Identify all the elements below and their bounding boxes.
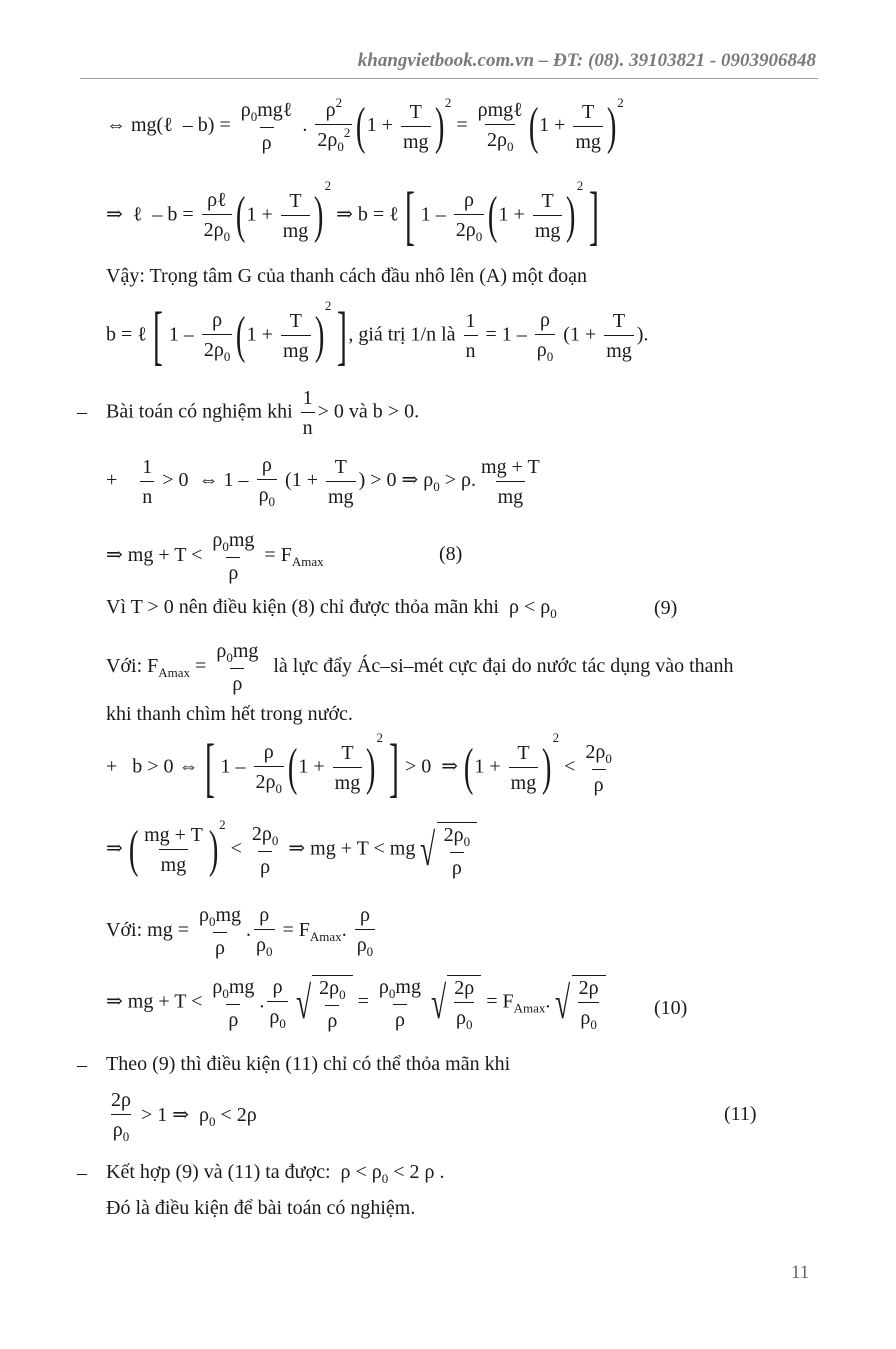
text-do-la: Đó là điều kiện để bài toán có nghiệm.: [106, 1197, 416, 1219]
label-eq10: (10): [654, 997, 688, 1019]
text-luc-day: là lực đẩy Ác–si–mét cực đại do nước tác dụng vào thanh: [273, 655, 734, 678]
text-vi-t: Vì T > 0 nên điều kiện (8) chỉ được thỏa mãn khi: [106, 596, 499, 618]
line-bai-toan: Bài toán có nghiệm khi $\frac{1}{n}$ > 0 và b > 0.: [106, 387, 420, 439]
text-voi-f: Với: F: [106, 655, 159, 678]
bullet-dash-1: –: [77, 401, 87, 423]
equation-line-1: ⇔ mg(ℓ – b) = $\frac{\rho_0mg\ell}{\rho}$ . $\frac{\rho^2}{2\rho_0^2}$ (1 + $\frac{T}{mg}$ )$^2$ = $\frac{\text{ρmgℓ}}{2\rho_0}$ (1 + $\frac{T}{mg}$ )$^2$: [106, 95, 624, 155]
text-theo: Theo (9) thì điều kiện (11) chỉ có thể thỏa mãn khi: [106, 1053, 511, 1075]
equation-line-8: ⇒ mg + T < $\frac{\rho_0mg}{\rho}$ = $F_{Amax}$: [106, 529, 324, 584]
bullet-dash-2: –: [77, 1054, 87, 1076]
equation-line-4: + $\frac{1}{n}$ > 0 ⇔ 1 – $\frac{\rho}{\rho_0}$ (1 + $\frac{T}{mg}$ ) > 0 ⇒ $\rho_0 > \rho$. $\frac{mg + T}{mg}$: [106, 454, 540, 509]
equation-line-b0: + b > 0 ⇔ [ 1 – $\frac{\rho}{2\rho_0}$ (1 + $\frac{T}{mg}$ )$^2$ ] > 0 ⇒ (1 + $\frac{T}{mg}$ )$^2$ < $\frac{2\rho_0}{\rho}$: [106, 730, 612, 804]
text-khi-chim: khi thanh chìm hết trong nước.: [106, 703, 353, 725]
line-ket-hop: Kết hợp (9) và (11) ta được: $\rho < \rho_0 < 2$ ρ .: [106, 1161, 445, 1186]
equation-line-3: b = ℓ [ 1 – $\frac{\rho}{2\rho_0}$ (1 + $\frac{T}{mg}$ )$^2$ ], giá trị 1/n là $\frac{1}{n}$ = 1 – $\frac{\rho}{\rho_0}$ (1 + $\frac{T}{mg}$ ).: [106, 298, 649, 372]
text-bai-toan: Bài toán có nghiệm khi: [106, 400, 293, 423]
text-vay: Vậy: Trọng tâm G của thanh cách đầu nhô lên (A) một đoạn: [106, 265, 588, 287]
label-eq8: (8): [439, 543, 463, 565]
text-voi-mg: Với: mg =: [106, 919, 189, 942]
label-eq9: (9): [654, 597, 678, 619]
page-number: 11: [791, 1262, 810, 1283]
equation-line-10: ⇒ mg + T < $\frac{\rho_0mg}{\rho}$ . $\frac{\rho}{\rho_0}$ √ $\frac{2\rho_0}{\rho}$ = $\frac{\rho_0mg}{\rho}$ √ $\frac{2\rho}{\rho_0}$ = $F_{Amax}$. √ $\frac{2\rho}{\rho_0}$: [106, 975, 606, 1031]
label-eq11: (11): [724, 1103, 757, 1125]
header-rule: [80, 78, 818, 79]
plus-sign-1: +: [106, 469, 118, 492]
text-va-b0: > 0 và b > 0.: [317, 400, 420, 423]
line-voi-mg: Với: mg = $\frac{\rho_0mg}{\rho}$ . $\frac{\rho}{\rho_0}$ = $F_{Amax}$. $\frac{\rho}{\rho_0}$: [106, 904, 374, 959]
line-voi-f: Với: $F_{Amax}$ = $\frac{\rho_0mg}{\rho}$ là lực đẩy Ác–si–mét cực đại do nước tác dụng vào thanh: [106, 640, 734, 695]
plus-sign-2: +: [106, 755, 118, 778]
page-header: khangvietbook.com.vn – ĐT: (08). 39103821 - 0903906848: [357, 50, 816, 71]
equation-line-11: $\frac{2\rho}{\rho_0}$ > 1 ⇒ $\rho_0 < 2\rho$: [111, 1089, 257, 1144]
text-ket-hop: Kết hợp (9) và (11) ta được:: [106, 1161, 331, 1183]
text-gia-tri: , giá trị 1/n là: [348, 323, 456, 346]
bullet-dash-3: –: [77, 1162, 87, 1184]
equation-line-2: ⇒ ℓ – b = $\frac{\text{ρℓ}}{2\rho_0}$ (1 + $\frac{T}{mg}$ )$^2$ ⇒ b = ℓ [ 1 – $\frac{\rho}{2\rho_0}$ (1 + $\frac{T}{mg}$ )$^2$ ]: [106, 178, 600, 252]
equation-line-sq: ⇒ ( $\frac{mg + T}{mg}$ )$^2$ < $\frac{2\rho_0}{\rho}$ ⇒ mg + T < mg √ $\frac{2\rho_0}{\rho}$: [106, 822, 477, 878]
line-vi-t: Vì T > 0 nên điều kiện (8) chỉ được thỏa mãn khi $\rho < \rho_0$: [106, 596, 557, 621]
